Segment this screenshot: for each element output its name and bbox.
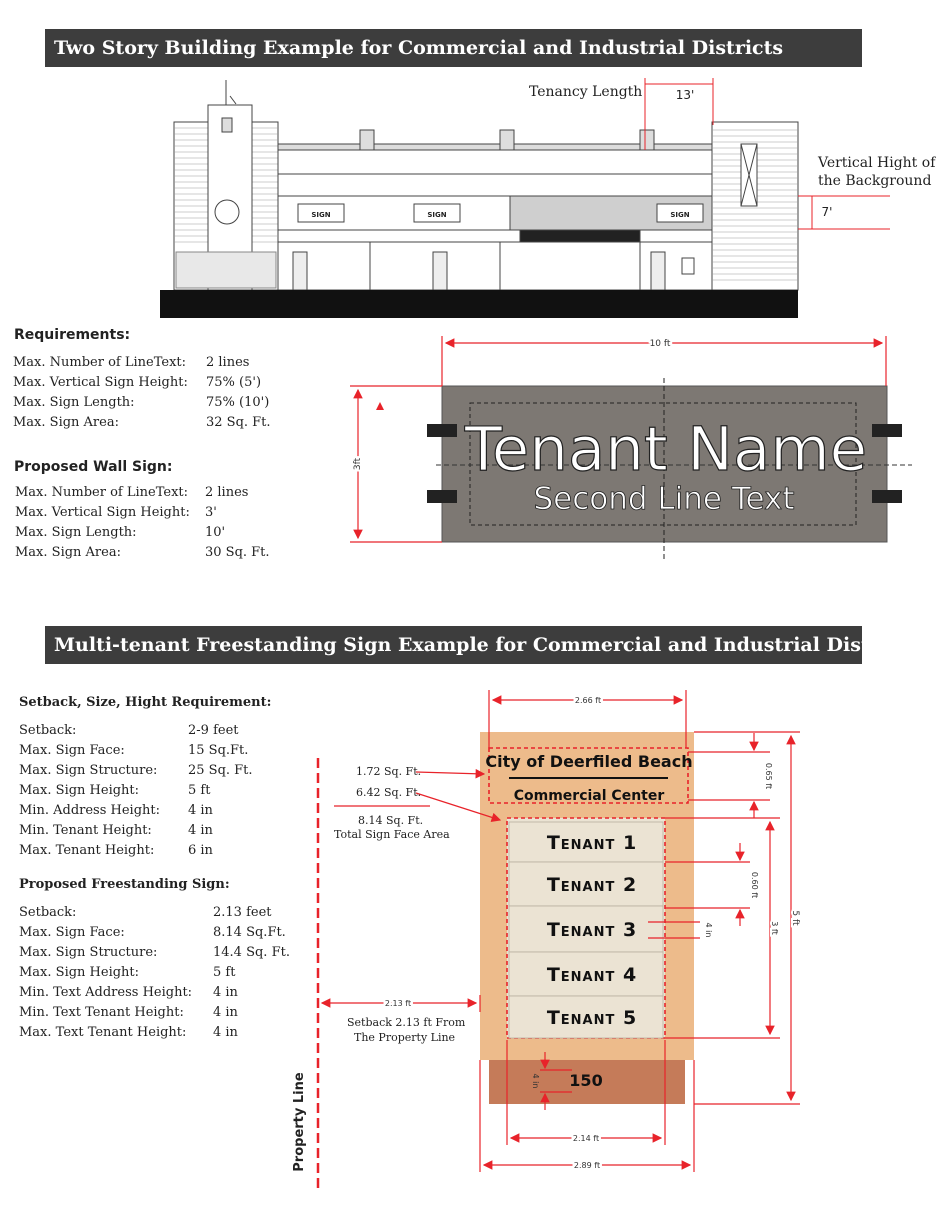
- header-line1: City of Deerfiled Beach: [485, 752, 693, 771]
- setback-requirement-label: Min. Tenant Height:: [19, 823, 152, 838]
- setback-value-label: 2.13 ft: [384, 999, 412, 1008]
- proposed-freestanding-row: [19, 1005, 238, 1020]
- setback-requirement-value: 4 in: [188, 823, 213, 838]
- base-width-label: 2.14 ft: [572, 1134, 600, 1143]
- area-total-label: 8.14 Sq. Ft.: [358, 814, 424, 827]
- proposed-freestanding-label: Min. Text Tenant Height:: [19, 1005, 184, 1020]
- requirement-row: [13, 355, 250, 370]
- proposed-wall-row: [15, 545, 270, 560]
- proposed-freestanding-label: Max. Sign Structure:: [19, 945, 158, 960]
- header-height-label: 0.65 ft: [764, 762, 773, 790]
- proposed-freestanding-label: Max. Sign Face:: [19, 925, 125, 940]
- proposed-freestanding-value: 5 ft: [213, 965, 236, 980]
- proposed-freestanding-label: Min. Text Address Height:: [19, 985, 193, 1000]
- requirement-label: Max. Sign Length:: [13, 395, 135, 410]
- building-sign-1: SIGN: [311, 211, 331, 219]
- requirement-row: [13, 395, 270, 410]
- tenant-text-height-label: 4 in: [704, 922, 713, 938]
- setback-requirement-row: [19, 743, 249, 758]
- setback-requirement-value: 15 Sq.Ft.: [188, 743, 249, 758]
- wall-sign-diagram: [340, 330, 936, 570]
- setback-caption-2: The Property Line: [354, 1031, 456, 1044]
- setback-requirements-title: Setback, Size, Hight Requirement:: [19, 695, 272, 710]
- requirement-label: Max. Number of LineText:: [13, 355, 187, 370]
- proposed-freestanding-label: Max. Text Tenant Height:: [19, 1025, 187, 1040]
- requirement-row: [13, 375, 262, 390]
- building-sign-2: SIGN: [427, 211, 447, 219]
- setback-requirement-row: [19, 723, 239, 738]
- wall-mount-bracket: [427, 490, 457, 503]
- tenant-name: Tenant 2: [546, 874, 638, 896]
- section-banner-freestanding: Multi-tenant Freestanding Sign Example for Commercial and Industrial Districts: [45, 626, 862, 664]
- proposed-freestanding-label: Max. Sign Height:: [19, 965, 140, 980]
- proposed-freestanding-row: [19, 985, 238, 1000]
- wall-mount-bracket: [872, 424, 902, 437]
- address-height-label: 4 in: [531, 1073, 540, 1089]
- left-tower: [174, 80, 278, 290]
- proposed-wall-row: [15, 525, 226, 540]
- address-number: 150: [569, 1071, 603, 1090]
- building-sign-3: SIGN: [670, 211, 690, 219]
- setback-caption-1: Setback 2.13 ft From: [347, 1016, 466, 1029]
- total-height-label: 5 ft: [790, 910, 800, 926]
- setback-requirement-row: [19, 843, 213, 858]
- vertical-height-label-2: the Background: [818, 173, 932, 189]
- proposed-wall-value: 3': [205, 505, 217, 520]
- header-line2: Commercial Center: [513, 788, 665, 804]
- proposed-freestanding-value: 2.13 feet: [213, 905, 272, 920]
- requirements-title: Requirements:: [14, 327, 131, 343]
- proposed-freestanding-row: [19, 905, 272, 920]
- setback-requirement-row: [19, 823, 213, 838]
- tenant-name: Tenant 1: [546, 832, 638, 854]
- setback-requirement-label: Max. Tenant Height:: [19, 843, 155, 858]
- wall-mount-bracket: [427, 424, 457, 437]
- tenant-name: Tenant 5: [546, 1007, 638, 1029]
- proposed-freestanding-label: Setback:: [19, 905, 77, 920]
- requirement-value: 2 lines: [206, 355, 250, 370]
- setback-requirement-label: Min. Address Height:: [19, 803, 161, 818]
- proposed-wall-value: 10': [205, 525, 226, 540]
- tenant-name: Tenant 3: [546, 919, 638, 941]
- wall-sign-line1: Tenant Name: [464, 414, 868, 485]
- proposed-freestanding-value: 4 in: [213, 985, 238, 1000]
- tenant-height-label: 0.60 ft: [750, 871, 759, 899]
- top-width-label: 2.66 ft: [574, 696, 602, 705]
- area-total-caption: Total Sign Face Area: [334, 828, 450, 841]
- freestanding-sign-diagram: [280, 680, 936, 1222]
- area-1-label: 1.72 Sq. Ft.: [356, 765, 422, 778]
- property-line-label: Property Line: [292, 1072, 307, 1172]
- proposed-wall-label: Max. Vertical Sign Height:: [15, 505, 190, 520]
- wall-sign-width-label: 10 ft: [649, 339, 671, 349]
- proposed-freestanding-value: 4 in: [213, 1005, 238, 1020]
- proposed-freestanding-row: [19, 925, 286, 940]
- setback-requirement-label: Setback:: [19, 723, 77, 738]
- ground-slab: [160, 290, 798, 318]
- setback-requirement-value: 25 Sq. Ft.: [188, 763, 253, 778]
- proposed-freestanding-row: [19, 965, 236, 980]
- proposed-freestanding-row: [19, 1025, 238, 1040]
- proposed-wall-title: Proposed Wall Sign:: [14, 459, 173, 475]
- setback-requirement-value: 5 ft: [188, 783, 211, 798]
- tenancy-length-label: Tenancy Length: [529, 84, 643, 100]
- wall-mount-bracket: [872, 490, 902, 503]
- requirement-value: 32 Sq. Ft.: [206, 415, 271, 430]
- setback-requirement-label: Max. Sign Structure:: [19, 763, 158, 778]
- proposed-freestanding-row: [19, 945, 290, 960]
- proposed-wall-label: Max. Sign Length:: [15, 525, 137, 540]
- proposed-freestanding-value: 14.4 Sq. Ft.: [213, 945, 290, 960]
- proposed-freestanding-value: 4 in: [213, 1025, 238, 1040]
- wall-sign-height-label: 3ft: [353, 457, 363, 471]
- proposed-wall-row: [15, 485, 249, 500]
- section-banner-wall-sign: Two Story Building Example for Commercial and Industrial Districts: [45, 29, 862, 67]
- requirement-label: Max. Vertical Sign Height:: [13, 375, 188, 390]
- requirement-value: 75% (10'): [206, 395, 270, 410]
- setback-requirement-value: 6 in: [188, 843, 213, 858]
- wall-sign-line2: Second Line Text: [533, 481, 795, 517]
- setback-requirement-label: Max. Sign Height:: [19, 783, 140, 798]
- vertical-height-label-1: Vertical Hight of: [818, 155, 936, 171]
- setback-requirement-value: 2-9 feet: [188, 723, 239, 738]
- overall-width-label: 2.89 ft: [573, 1161, 601, 1170]
- proposed-wall-value: 30 Sq. Ft.: [205, 545, 270, 560]
- setback-requirement-row: [19, 783, 211, 798]
- requirement-row: [13, 415, 271, 430]
- requirement-value: 75% (5'): [206, 375, 262, 390]
- setback-requirement-row: [19, 803, 213, 818]
- setback-requirement-value: 4 in: [188, 803, 213, 818]
- proposed-freestanding-value: 8.14 Sq.Ft.: [213, 925, 286, 940]
- setback-requirement-row: [19, 763, 253, 778]
- tenant-name: Tenant 4: [546, 964, 638, 986]
- building-elevation-drawing: [150, 72, 936, 324]
- proposed-freestanding-title: Proposed Freestanding Sign:: [19, 877, 230, 892]
- requirement-label: Max. Sign Area:: [13, 415, 119, 430]
- vertical-height-value: 7': [821, 205, 833, 219]
- middle-building: [278, 130, 712, 290]
- proposed-wall-value: 2 lines: [205, 485, 249, 500]
- proposed-wall-label: Max. Sign Area:: [15, 545, 121, 560]
- tenancy-length-value: 13': [675, 88, 695, 102]
- area-2-label: 6.42 Sq. Ft.: [356, 786, 422, 799]
- proposed-wall-label: Max. Number of LineText:: [15, 485, 189, 500]
- setback-requirement-label: Max. Sign Face:: [19, 743, 125, 758]
- proposed-wall-row: [15, 505, 217, 520]
- tenants-height-label: 3 ft: [770, 921, 779, 935]
